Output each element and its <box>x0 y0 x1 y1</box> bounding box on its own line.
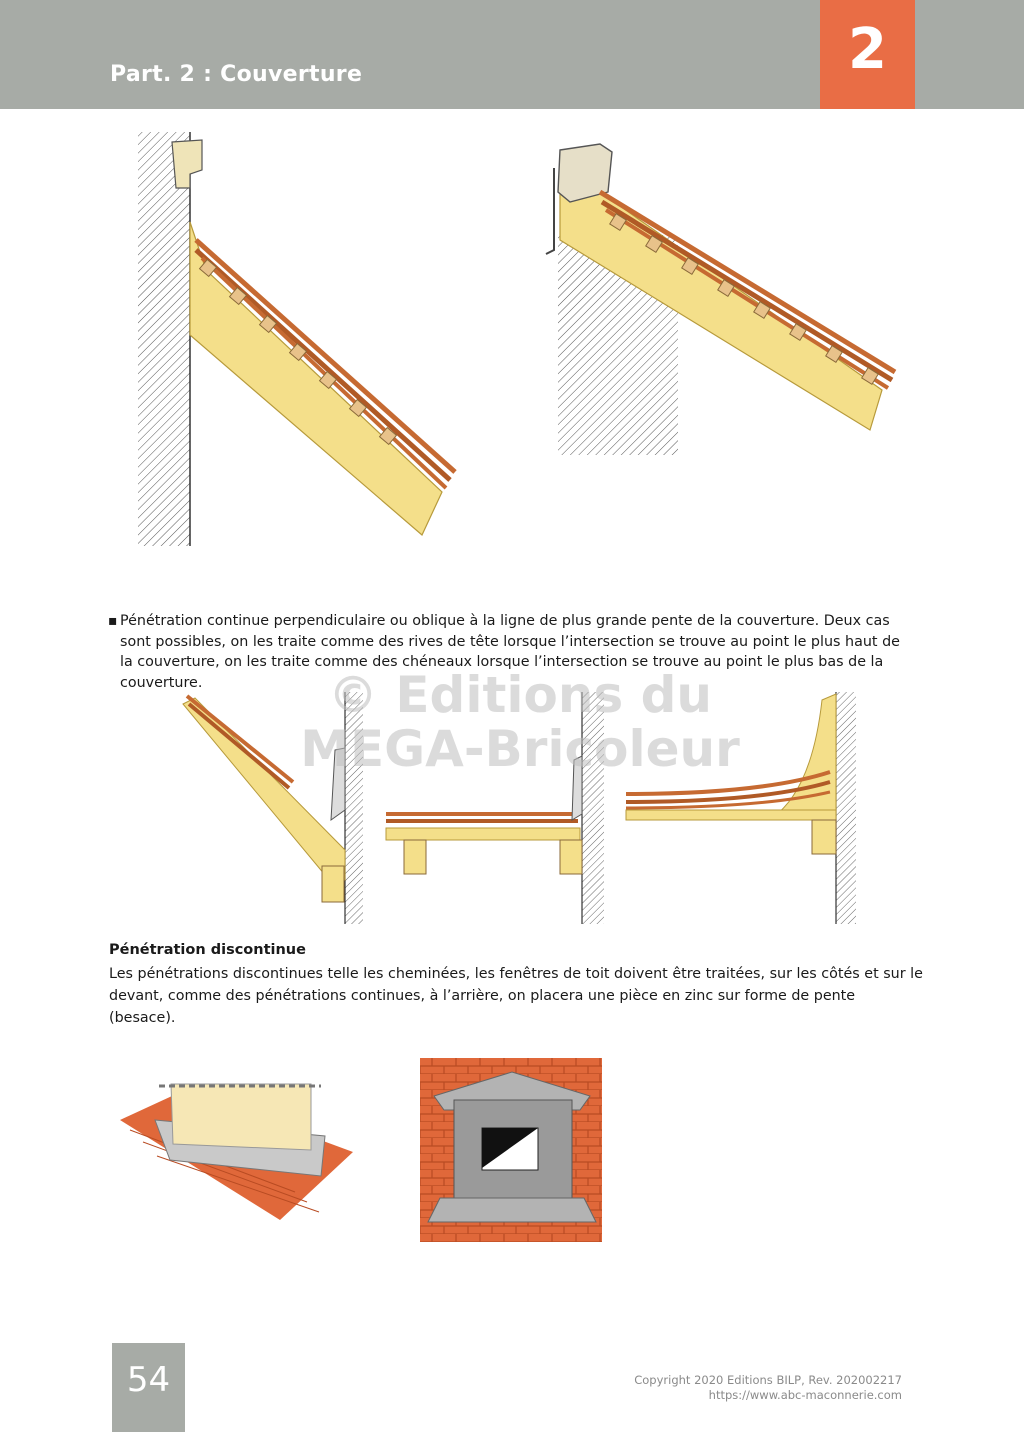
flashing-profile <box>572 756 582 820</box>
front-apron <box>428 1198 596 1222</box>
section-paragraph: Les pénétrations discontinues telle les cheminées, les fenêtres de toit doivent être traitées, sur les côtés et sur le devant, comme des pénétrations continues, à l’arrière, on placera une pièce en zinc sur forme de pente (besace). <box>109 966 923 1026</box>
wall-plate <box>322 866 344 902</box>
page-number-box <box>112 1343 185 1432</box>
header-title: Part. 2 : Couverture <box>110 62 363 87</box>
tile-layers <box>187 696 293 788</box>
deck-board <box>386 828 580 840</box>
wall-hatching <box>836 692 856 924</box>
flashing-profile <box>172 140 202 188</box>
deck-board <box>626 810 836 820</box>
tile-layers <box>386 814 578 821</box>
watermark-line-2: MEGA-Bricoleur <box>300 720 740 778</box>
sloped-roof-wall-junction-illustration <box>175 690 370 926</box>
rafter <box>183 698 345 880</box>
roof-window-flashing-elevation-illustration <box>420 1058 602 1242</box>
chapter-number: 2 <box>848 17 887 82</box>
bullet-square-icon: ▪ <box>108 613 118 629</box>
joist-right <box>560 840 582 874</box>
wall-hatching <box>138 132 190 546</box>
chimney-flashing-perspective-illustration <box>115 1080 360 1230</box>
downpipe <box>546 168 554 254</box>
curved-roof-wall-junction-illustration <box>622 690 858 926</box>
roof-eaves-gutter-section-illustration <box>530 130 915 470</box>
roof-wall-top-edge-section-illustration <box>110 130 495 548</box>
wall-hatching <box>582 692 604 924</box>
wall-plate <box>812 820 836 854</box>
chimney-stack <box>171 1084 311 1150</box>
page-number: 54 <box>126 1360 171 1400</box>
section-heading: Pénétration discontinue <box>109 942 306 958</box>
wall-hatching <box>345 692 363 924</box>
copyright-line: Copyright 2020 Editions BILP, Rev. 202002217 <box>634 1373 902 1387</box>
bullet-paragraph <box>108 611 908 693</box>
chapter-badge <box>820 0 915 109</box>
joist-left <box>404 840 426 874</box>
page-header <box>0 0 1024 109</box>
copyright-block <box>634 1373 902 1403</box>
flashing-profile <box>331 748 345 820</box>
bullet-text: Pénétration continue perpendiculaire ou oblique à la ligne de plus grande pente de la couverture. Deux cas sont possibles, on les traite comme des rives de tête lorsque l’intersection se trouve au point le plus haut de la couverture, on les traite comme des chéneaux lorsque l’intersection se trouve au point le plus bas de la couverture. <box>120 613 900 691</box>
flat-roof-wall-junction-illustration <box>378 690 610 926</box>
website-link[interactable]: https://www.abc-maconnerie.com <box>708 1388 902 1402</box>
watermark-line-1: © Editions du <box>327 666 713 724</box>
